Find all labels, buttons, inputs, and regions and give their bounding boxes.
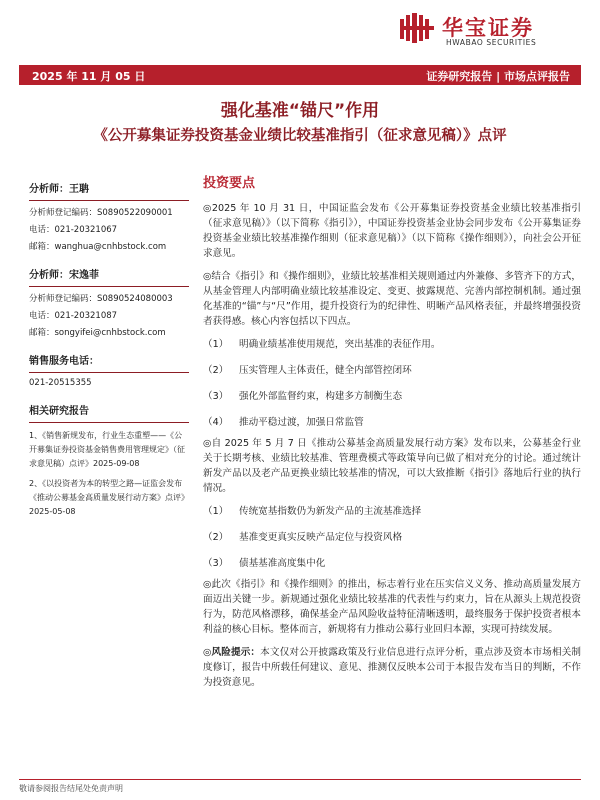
page-subtitle: 《公开募集证券投资基金业绩比较基准指引（征求意见稿）》点评 [93, 128, 507, 144]
logo-mark-icon [400, 13, 434, 43]
list-item: （1） 传统宽基指数仍为新发产品的主流基准选择 [203, 506, 422, 517]
divider [29, 286, 189, 287]
key-points-list [203, 337, 581, 430]
footer-disclaimer: 敬请参阅报告结尾处免责声明 [19, 784, 123, 793]
risk-warning: ◎风险提示：本文仅对公开披露政策及行业信息进行点评分析，重点涉及资本市场相关制度修订，报告中所载任何建议、意见、推测仅反映本公司于本报告发布当日的判断，不作为投资意见。 [203, 647, 582, 688]
section-title: 投资要点 [203, 176, 256, 191]
analyst-name: 分析师：宋逸菲 [29, 270, 99, 281]
list-item: （3） 强化外部监督约束，构建多方制衡生态 [203, 391, 403, 402]
list-item: （4） 推动平稳过渡，加强日常监管 [203, 417, 364, 428]
bullet-icon: ◎ [203, 203, 212, 214]
company-logo [392, 8, 580, 52]
analyst-block [29, 266, 189, 338]
analyst-cert: 分析师登记编码：S0890522090001 [29, 208, 173, 218]
header-banner [19, 65, 581, 85]
paragraph: ◎自 2025 年 5 月 7 日《推动公募基金高质量发展行动方案》发布以来，公募基金行业关于长期考核、业绩比较基准、管理费模式等政策导向已做了相对充分的讨论。通过统计新发产品以及老产品更换业绩比较基准的情况，可以大致推断《指引》落地后行业的执行情况。 [203, 438, 581, 494]
logo-name-cn: 华宝证券 [442, 16, 534, 40]
sales-phone: 021-20515355 [29, 378, 92, 388]
divider [29, 200, 189, 201]
analyst-phone: 电话：021-20321067 [29, 225, 118, 235]
related-report-item: 1、《销售新规发布，行业生态重塑——《公开募集证券投资基金销售费用管理规定》（征求意见稿）点评》2025-09-08 [29, 431, 185, 468]
divider [29, 372, 189, 373]
analyst-cert: 分析师登记编码：S0890524080003 [29, 294, 173, 304]
analyst-email: 邮箱：wanghua@cnhbstock.com [29, 242, 167, 252]
sales-block [29, 352, 189, 388]
report-date: 2025 年 11 月 05 日 [32, 70, 146, 83]
bullet-icon: ◎ [203, 271, 212, 282]
list-item: （2） 基准变更真实反映产品定位与投资风格 [203, 532, 403, 543]
page-title: 强化基准“锚尺”作用 [220, 101, 380, 121]
analyst-email: 邮箱：songyifei@cnhbstock.com [29, 328, 166, 338]
divider [29, 422, 189, 423]
main-content [203, 176, 581, 698]
related-heading: 相关研究报告 [29, 406, 89, 417]
sales-label: 销售服务电话： [29, 356, 99, 367]
bullet-icon: ◎ [203, 647, 212, 658]
related-reports [29, 402, 189, 519]
stats-points-list [203, 504, 581, 571]
list-item: （2） 压实管理人主体责任，健全内部管控闭环 [203, 365, 412, 376]
related-report-item: 2、《以投资者为本的转型之路—证监会发布《推动公募基金高质量发展行动方案》点评》2025-05-08 [29, 479, 189, 516]
bullet-icon: ◎ [203, 438, 212, 449]
paragraph: ◎此次《指引》和《操作细则》的推出，标志着行业在压实信义义务、推动高质量发展方面迈出关键一步。新规通过强化业绩比较基准的代表性与约束力，旨在从源头上规范投资行为，防范风格漂移，确保基金产品风险收益特征清晰透明，最终服务于保护投资者根本利益的核心目标。整体而言，新规将有力推动公募行业回归本源，实现可持续发展。 [203, 579, 582, 635]
sidebar [29, 180, 189, 519]
analyst-name: 分析师：王聃 [29, 184, 89, 195]
analyst-block [29, 180, 189, 252]
analyst-phone: 电话：021-20321087 [29, 311, 118, 321]
list-item: （1） 明确业绩基准使用规范，突出基准的表征作用。 [203, 339, 441, 350]
footer-divider [19, 779, 581, 780]
report-type-tags: 证券研究报告 | 市场点评报告 [426, 70, 570, 83]
list-item: （3） 债基基准高度集中化 [203, 558, 326, 569]
paragraph: ◎结合《指引》和《操作细则》，业绩比较基准相关规则通过内外兼修、多管齐下的方式，从基金管理人内部明确业绩比较基准设定、变更、披露规范、完善内部控制机制。通过强化基准的“锚”与“尺”作用，提升投资行为的纪律性、明晰产品风格表征，并最终增强投资者获得感。核心内容包括以下四点。 [203, 271, 582, 327]
risk-label: 风险提示： [211, 647, 261, 658]
logo-name-en: HWABAO SECURITIES [446, 38, 537, 47]
paragraph: ◎2025 年 10 月 31 日，中国证监会发布《公开募集证券投资基金业绩比较基准指引（征求意见稿）》（以下简称《指引》），中国证券投资基金业协会同步发布《公开募集证券投资基金业绩比较基准操作细则（征求意见稿）》（以下简称《操作细则》），向社会公开征求意见。 [203, 203, 582, 259]
bullet-icon: ◎ [203, 579, 212, 590]
